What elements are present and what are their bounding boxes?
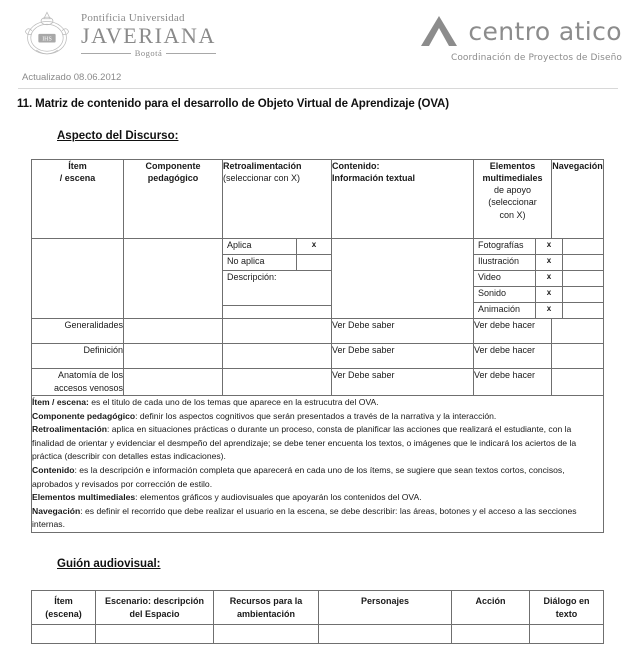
table-notes-row <box>32 396 604 533</box>
section-heading-discurso: Aspecto del Discurso: <box>57 130 179 142</box>
note-term-item: Ítem / escena: <box>32 397 89 408</box>
note-term-elementos: Elementos multimediales <box>32 492 136 503</box>
row-navegacion-generalidades[interactable] <box>552 319 604 344</box>
header-divider <box>18 88 618 89</box>
bottom-header-recursos-l2: ambientación <box>236 608 295 619</box>
bottom-header-dialogo-l1: Diálogo en <box>543 596 590 606</box>
header-elementos-l4: (seleccionar <box>488 197 537 208</box>
table-row <box>32 369 604 396</box>
rule-right <box>166 53 216 54</box>
bottom-header-item-l2: (escena) <box>45 608 82 619</box>
row-contenido-definicion: Ver Debe saber <box>332 344 474 369</box>
retro-option-label-no-aplica: No aplica <box>223 255 297 271</box>
multimedia-nav-blank-5 <box>563 303 604 319</box>
multimedia-label-fotografias: Fotografías <box>474 239 536 255</box>
header-contenido-l2: Información textual <box>332 173 416 184</box>
bottom-cell-item[interactable] <box>32 625 96 644</box>
bottom-header-item <box>32 591 96 625</box>
header-retro-l2: (seleccionar con X) <box>223 173 301 184</box>
bottom-header-escenario-l1: Escenario: descripción <box>104 596 205 606</box>
note-term-componente: Componente pedagógico <box>32 410 136 421</box>
note-text-retro: : aplica en situaciones prácticas o durante un proceso, consta de planificar las acciones que realizará el estudiante, con la finalidad de orientar y evidenciar el desmpeño del aprendizaje; se debe tener encuenta los textos, o imágenes que le indicará los aciertos de la práctica (describir con detalles estas indicaciones). <box>32 424 577 462</box>
atico-logo-row <box>419 14 622 48</box>
note-elementos <box>32 491 603 505</box>
row-componente-anatomia[interactable] <box>124 369 223 396</box>
row-navegacion-anatomia[interactable] <box>552 369 604 396</box>
header-elementos-l5: con X) <box>499 209 526 220</box>
multimedia-mark-fotografias[interactable]: x <box>536 239 563 255</box>
note-contenido <box>32 464 603 491</box>
header-elementos-l3: de apoyo <box>493 185 532 196</box>
multimedia-mark-ilustracion[interactable]: x <box>536 255 563 271</box>
multimedia-option-row[interactable] <box>474 239 603 255</box>
row-contenido-generalidades: Ver Debe saber <box>332 319 474 344</box>
row-contenido-anatomia: Ver Debe saber <box>332 369 474 396</box>
note-term-contenido: Contenido <box>32 464 75 475</box>
svg-text:IHS: IHS <box>42 36 52 43</box>
row-componente-definicion[interactable] <box>124 344 223 369</box>
retro-option-mark-no-aplica[interactable] <box>297 255 332 271</box>
multimedia-mark-video[interactable]: x <box>536 271 563 287</box>
header-contenido-l1: Contenido: <box>332 161 380 171</box>
multimedia-nav-blank-1 <box>563 239 604 255</box>
retro-options-grid <box>223 239 331 306</box>
updated-date: Actualizado 08.06.2012 <box>22 72 122 83</box>
centro-atico-logo <box>419 14 622 63</box>
multimedia-label-sonido: Sonido <box>474 287 536 303</box>
bottom-header-dialogo <box>530 591 604 625</box>
bottom-header-row <box>32 591 604 625</box>
page-title: 11. Matriz de contenido para el desarrollo de Objeto Virtual de Aprendizaje (OVA) <box>17 98 449 110</box>
retro-options-cell <box>223 239 332 319</box>
multimedia-options-cell <box>474 239 604 319</box>
table-row <box>32 344 604 369</box>
options-contenido-blank <box>332 239 474 319</box>
university-crest-icon <box>20 8 74 62</box>
bottom-empty-row <box>32 625 604 644</box>
row-componente-generalidades[interactable] <box>124 319 223 344</box>
retro-option-row[interactable] <box>223 255 331 271</box>
retro-option-row <box>223 271 331 306</box>
row-navegacion-definicion[interactable] <box>552 344 604 369</box>
header-elementos <box>474 160 552 239</box>
table-row <box>32 319 604 344</box>
multimedia-mark-animacion[interactable]: x <box>536 303 563 319</box>
bottom-cell-accion[interactable] <box>452 625 530 644</box>
bottom-cell-recursos[interactable] <box>214 625 319 644</box>
multimedia-label-ilustracion: Ilustración <box>474 255 536 271</box>
note-text-item: es el titulo de cada uno de los temas que aparece en la estrucutra del OVA. <box>88 397 379 408</box>
content-matrix-table <box>31 159 604 533</box>
university-line3-row <box>81 49 216 58</box>
bottom-header-dialogo-l2: texto <box>555 608 578 619</box>
header-contenido <box>332 160 474 239</box>
note-text-elementos: : elementos gráficos y audiovisuales que apoyarán los contenidos del OVA. <box>135 492 422 503</box>
note-term-retro: Retroalimentación <box>32 424 107 435</box>
atico-subtitle: Coordinación de Proyectos de Diseño <box>450 53 622 63</box>
note-text-componente: : definir los aspectos cognitivos que serán presentados a través de la narrativa y la interacción. <box>135 410 497 421</box>
multimedia-option-row[interactable] <box>474 255 603 271</box>
retro-option-row[interactable] <box>223 239 331 255</box>
university-line3: Bogotá <box>134 47 163 58</box>
bottom-header-personajes-l1: Personajes <box>360 596 410 606</box>
javeriana-logo <box>20 8 216 62</box>
header-item-l2: / escena <box>59 173 96 184</box>
multimedia-nav-blank-2 <box>563 255 604 271</box>
bottom-cell-dialogo[interactable] <box>530 625 604 644</box>
bottom-cell-escenario[interactable] <box>96 625 214 644</box>
header-componente <box>124 160 223 239</box>
header-retroalimentacion <box>223 160 332 239</box>
header-navegacion: Navegación <box>552 160 604 239</box>
row-elementos-definicion: Ver debe hacer <box>474 344 552 369</box>
multimedia-mark-sonido[interactable]: x <box>536 287 563 303</box>
multimedia-nav-blank-3 <box>563 271 604 287</box>
row-item-generalidades: Generalidades <box>32 319 124 344</box>
header-componente-l2: pedagógico <box>147 173 199 184</box>
section-heading-guion: Guión audiovisual: <box>57 558 161 570</box>
multimedia-label-animacion: Animación <box>474 303 536 319</box>
atico-wordmark: centro atico <box>468 16 622 46</box>
retro-option-label-aplica: Aplica <box>223 239 297 255</box>
page-header <box>0 0 636 83</box>
header-item-l1: Ítem <box>68 161 87 171</box>
bottom-header-item-l1: Ítem <box>54 596 73 606</box>
multimedia-options-grid <box>474 239 603 318</box>
bottom-header-accion-l1: Acción <box>475 596 506 606</box>
row-retro-generalidades[interactable] <box>223 319 332 344</box>
university-line2: JAVERIANA <box>81 22 217 48</box>
row-item-definicion: Definición <box>32 344 124 369</box>
multimedia-nav-blank-4 <box>563 287 604 303</box>
table-header-row <box>32 160 604 239</box>
chevron-up-icon <box>419 14 459 48</box>
note-text-navegacion: : es definir el recorrido que debe realizar el usuario en la escena, se debe describir: las áreas, botones y el acceso a las secciones internas. <box>32 505 577 530</box>
note-retro <box>32 423 603 464</box>
bottom-header-recursos-l1: Recursos para la <box>229 596 303 606</box>
multimedia-option-row[interactable] <box>474 271 603 287</box>
rule-left <box>81 53 131 54</box>
header-retro-l1: Retroalimentación <box>223 161 302 171</box>
options-item-blank <box>32 239 124 319</box>
guion-audiovisual-table <box>31 590 604 644</box>
retro-option-label-descripcion: Descripción: <box>223 271 331 306</box>
bottom-header-recursos <box>214 591 319 625</box>
header-item <box>32 160 124 239</box>
bottom-header-personajes <box>319 591 452 625</box>
multimedia-option-row[interactable] <box>474 287 603 303</box>
row-retro-definicion[interactable] <box>223 344 332 369</box>
row-item-anatomia: Anatomía de los accesos venosos <box>32 369 124 396</box>
note-text-contenido: : es la descripción e información completa que aparecerá en cada uno de los ítems, se sugiere que sean textos cortos, concisos, aprobados y revisados por corrección de estilo. <box>32 464 565 489</box>
retro-option-mark-aplica[interactable]: x <box>297 239 332 255</box>
bottom-header-escenario <box>96 591 214 625</box>
bottom-cell-personajes[interactable] <box>319 625 452 644</box>
header-elementos-l1: Elementos <box>489 161 536 171</box>
multimedia-option-row[interactable] <box>474 303 603 319</box>
table-options-row <box>32 239 604 319</box>
bottom-header-escenario-l2: del Espacio <box>129 608 180 619</box>
header-elementos-l2: multimediales <box>482 173 543 184</box>
bottom-header-accion <box>452 591 530 625</box>
row-elementos-anatomia: Ver debe hacer <box>474 369 552 396</box>
note-term-navegacion: Navegación <box>32 505 81 516</box>
header-componente-l1: Componente <box>145 161 201 171</box>
note-navegacion <box>32 505 603 532</box>
note-componente <box>32 410 603 424</box>
multimedia-label-video: Video <box>474 271 536 287</box>
university-line1: Pontificia Universidad <box>81 11 185 24</box>
row-retro-anatomia[interactable] <box>223 369 332 396</box>
options-componente-blank <box>124 239 223 319</box>
row-elementos-generalidades: Ver debe hacer <box>474 319 552 344</box>
field-definitions-block <box>32 396 604 533</box>
note-item-escena <box>32 396 603 410</box>
